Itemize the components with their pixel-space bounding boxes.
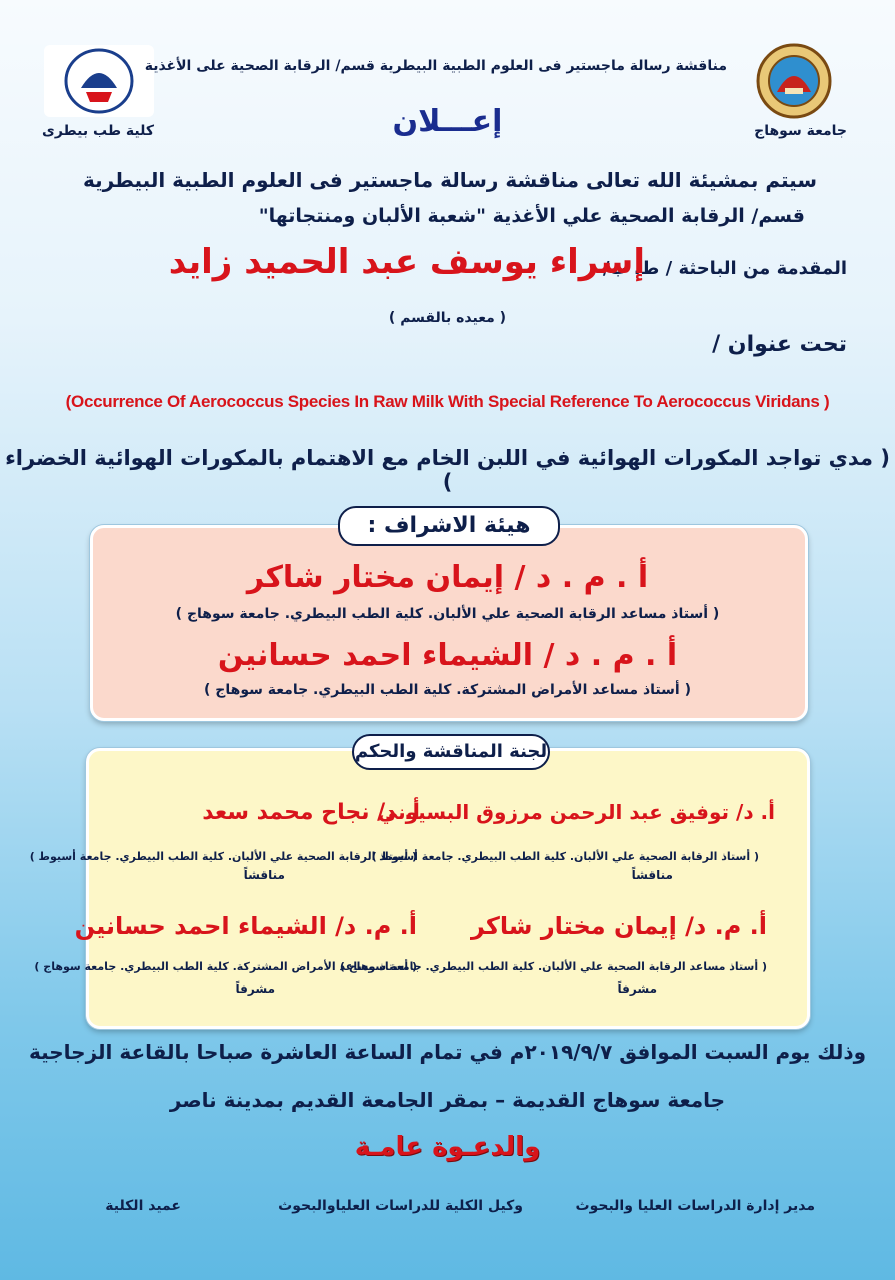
signature-dean: عميد الكلية [105,1198,181,1214]
supervisor-1-affiliation: ( أستاذ مساعد الرقابة الصحية علي الألبان. كلية الطب البيطري. جامعة سوهاج ) [175,606,720,622]
researcher-role: ( معيده بالقسم ) [388,310,507,326]
supervisor-1-name: أ . م . د / إيمان مختار شاكر [246,560,649,595]
presented-by: المقدمة من الباحثة / ط. ب/ [602,258,847,279]
committee-member-4-role: مشرفاً [235,982,275,996]
committee-member-1-affiliation: ( أستاذ الرقابة الصحية علي الألبان. كلية الطب البيطري. جامعة أسيوط ) [371,850,759,863]
intro-line-2: قسم/ الرقابة الصحية علي الأغذية "شعبة الألبان ومنتجاتها" [258,205,805,227]
arabic-title: ( مدي تواجد المكورات الهوائية في اللبن الخام مع الاهتمام بالمكورات الهوائية الخضراء ) [5,446,890,494]
intro-line-1: سيتم بمشيئة الله تعالى مناقشة رسالة ماجستير فى العلوم الطبية البيطرية [82,168,817,192]
english-title: (Occurrence Of Aerococcus Species In Raw Milk With Special Reference To Aerococcus Viridans ) [65,392,830,411]
supervisor-2-affiliation: ( أستاذ مساعد الأمراض المشتركة. كلية الطب البيطري. جامعة سوهاج ) [204,682,691,698]
signature-vice-dean: وكيل الكلية للدراسات العلياوالبحوث [278,1198,523,1214]
title-label: تحت عنوان / [712,332,847,357]
committee-member-2-affiliation: ( أستاذ الرقابة الصحية علي الألبان. كلية الطب البيطري. جامعة أسيوط ) [29,850,417,863]
supervision-heading: هيئة الاشراف : [338,506,560,546]
committee-member-4-affiliation: ( أستاذ مساعد الأمراض المشتركة. كلية الطب البيطري. جامعة سوهاج ) [34,960,417,973]
committee-member-4-name: أ. م. د/ الشيماء احمد حسانين [74,912,417,940]
invitation-line: والدعـوة عامـة [354,1132,541,1162]
right-logo-caption: جامعة سوهاج [754,123,847,139]
announcement-heading: إعـــلان [392,104,503,139]
committee-member-1-name: أ. د/ توفيق عبد الرحمن مرزوق البسيوني [377,800,775,824]
committee-member-3-role: مشرفاً [617,982,657,996]
supervisor-2-name: أ . م . د / الشيماء احمد حسانين [217,638,678,673]
committee-member-2-name: أ. د/ نجاح محمد سعد [202,800,420,825]
event-line-2: جامعة سوهاج القديمة – بمقر الجامعة القديم بمدينة ناصر [169,1088,726,1112]
department-line: مناقشة رسالة ماجستير فى العلوم الطبية البيطرية قسم/ الرقابة الصحية على الأغذية [144,58,727,74]
committee-member-1-role: مناقشاً [631,868,673,882]
committee-box [86,748,810,1029]
committee-heading: لجنة المناقشة والحكم [352,734,550,770]
signature-graduate-studies-director: مدير إدارة الدراسات العليا والبحوث [575,1198,815,1214]
left-logo-caption: كلية طب بيطرى [42,123,154,139]
committee-member-3-affiliation: ( أستاذ مساعد الرقابة الصحية علي الألبان. كلية الطب البيطري. جامعة سوهاج ) [339,960,767,973]
committee-member-3-name: أ. م. د/ إيمان مختار شاكر [470,912,767,940]
researcher-name: إسراء يوسف عبد الحميد زايد [168,242,645,282]
event-line-1: وذلك يوم السبت الموافق ٢٠١٩/٩/٧م في تمام الساعة العاشرة صباحا بالقاعة الزجاجية [28,1040,867,1064]
committee-member-2-role: مناقشاً [243,868,285,882]
